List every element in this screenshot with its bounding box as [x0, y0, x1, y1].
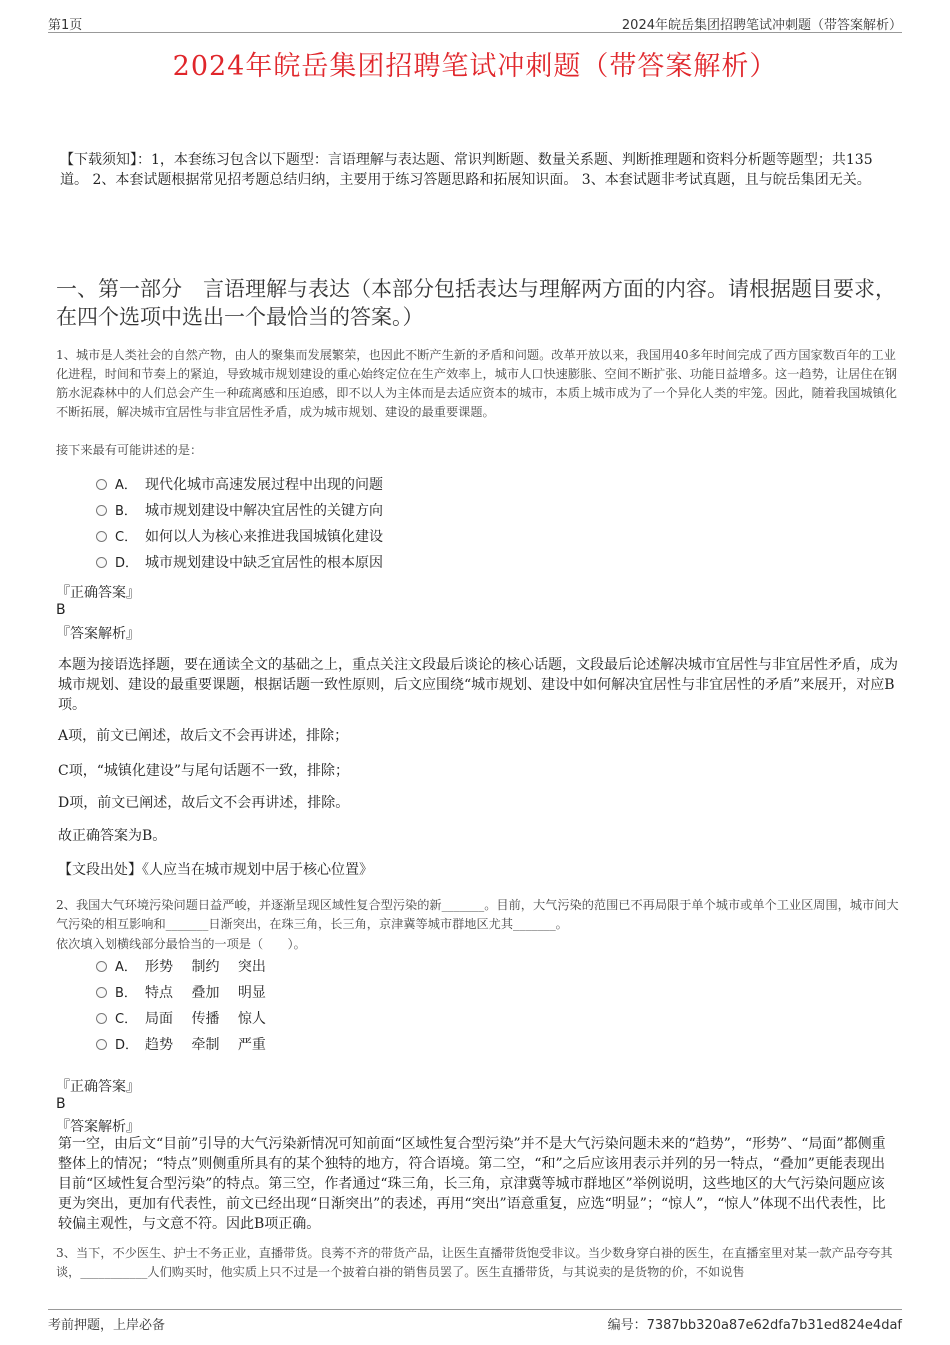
radio-icon[interactable] — [96, 961, 107, 972]
q1-option-a[interactable]: A． 现代化城市高速发展过程中出现的问题 — [96, 474, 383, 496]
q2-analysis-label: 『答案解析』 — [56, 1119, 140, 1135]
q1-option-b[interactable]: B． 城市规划建设中解决宜居性的关键方向 — [96, 500, 383, 522]
footer-slogan: 考前押题，上岸必备 — [48, 1318, 166, 1333]
q1-analysis-para: A项，前文已阐述，故后文不会再讲述，排除； — [58, 728, 349, 744]
q1-answer-label: 『正确答案』 — [56, 585, 140, 601]
radio-icon[interactable] — [96, 505, 107, 516]
q2-answer-label: 『正确答案』 — [56, 1079, 140, 1095]
footer-divider — [48, 1309, 902, 1310]
q2-answer: B — [56, 1096, 66, 1112]
radio-icon[interactable] — [96, 531, 107, 542]
footer-serial: 编号：7387bb320a87e62dfa7b31ed824e4daf — [607, 1318, 902, 1333]
q1-analysis-label: 『答案解析』 — [56, 626, 140, 642]
radio-icon[interactable] — [96, 557, 107, 568]
question-1-text: 1、城市是人类社会的自然产物，由人的聚集而发展繁荣，也因此不断产生新的矛盾和问题。改革开放以来，我国用40多年时间完成了西方国家数百年的工业化进程，时间和节奏上的紧迫，导致城市规划建设的重心始终定位在生产效率上，城市人口快速膨胀、空间不断扩张、功能日益增多。这一趋势，让居住在钢筋水泥森林中的人们总会产生一种疏离感和压迫感，即不以人为主体而是去适应资本的城市，本质上城市成为了一个异化人类的牢笼。因此，随着我国城镇化不断拓展，解决城市宜居性与非宜居性矛盾，成为城市规划、建设的最重要课题。 — [56, 348, 897, 419]
q2-option-a[interactable]: A． 形势 制约 突出 — [96, 956, 266, 978]
radio-icon[interactable] — [96, 987, 107, 998]
question-3-text: 3、当下，不少医生、护士不务正业，直播带货。良莠不齐的带货产品，让医生直播带货饱受非议。当少数身穿白褂的医生，在直播室里对某一款产品夸夸其谈，___________人们购买时，他实质上只不过是一个披着白褂的销售员罢了。医生直播带货，与其说卖的是货物的价，不如说售 — [56, 1246, 893, 1279]
q1-option-c[interactable]: C． 如何以人为核心来推进我国城镇化建设 — [96, 526, 383, 548]
q2-option-c[interactable]: C． 局面 传播 惊人 — [96, 1008, 266, 1030]
q1-source: 【文段出处】《人应当在城市规划中居于核心位置》 — [58, 862, 373, 878]
q2-option-d[interactable]: D． 趋势 牵制 严重 — [96, 1034, 266, 1056]
q1-analysis-para: D项，前文已阐述，故后文不会再讲述，排除。 — [58, 795, 350, 811]
radio-icon[interactable] — [96, 1039, 107, 1050]
q2-analysis-para: 第一空，由后文“目前”引导的大气污染新情况可知前面“区域性复合型污染”并不是大气污染问题未来的“趋势”，“形势”、“局面”都侧重整体上的情况；“特点”则侧重所具有的某个独特的地方，符合语境。第二空，“和”之后应该用表示并列的另一特点，“叠加”更能表现出目前“区域性复合型污染”的特点。第三空，作者通过“珠三角，长三角，京津冀等城市群地区”举例说明，这些地区的大气污染问题应该更为突出，更加有代表性，前文已经出现“日渐突出”的表述，再用“突出”语意重复，应选“明显”；“惊人”，“惊人”体现不出代表性，比较偏主观性，与文意不符。因此B项正确。 — [58, 1136, 886, 1232]
question-1-prompt: 接下来最有可能讲述的是： — [56, 443, 203, 457]
q1-answer: B — [56, 602, 66, 618]
q1-analysis-para: 本题为接语选择题，要在通读全文的基础之上，重点关注文段最后谈论的核心话题，文段最后论述解决城市宜居性与非宜居性矛盾，成为城市规划、建设的最重要课题，根据话题一致性原则，后文应围绕“城市规划、建设中如何解决宜居性与非宜居性的矛盾”来展开，对应B项。 — [58, 657, 898, 713]
document-title: 2024年皖岳集团招聘笔试冲刺题（带答案解析） — [172, 51, 778, 82]
q1-analysis-para: 故正确答案为B。 — [58, 828, 167, 844]
header-divider — [48, 32, 902, 33]
q2-option-b[interactable]: B． 特点 叠加 明显 — [96, 982, 266, 1004]
header-doc-title: 2024年皖岳集团招聘笔试冲刺题（带答案解析） — [621, 18, 902, 33]
page-number: 第1页 — [48, 18, 83, 33]
q1-analysis-para: C项，“城镇化建设”与尾句话题不一致，排除； — [58, 763, 350, 779]
section-title: 一、第一部分 言语理解与表达（本部分包括表达与理解两方面的内容。请根据题目要求，在四个选项中选出一个最恰当的答案。） — [56, 277, 896, 329]
question-2-text: 2、我国大气环境污染问题日益严峻，并逐渐呈现区域性复合型污染的新_______。目前，大气污染的范围已不再局限于单个城市或单个工业区周围，城市间大气污染的相互影响和_______日渐突出，在珠三角，长三角，京津冀等城市群地区尤其_______。 — [56, 898, 899, 931]
question-2-prompt: 依次填入划横线部分最恰当的一项是（ ）。 — [56, 937, 306, 951]
q1-option-d[interactable]: D． 城市规划建设中缺乏宜居性的根本原因 — [96, 552, 383, 574]
download-notice: 【下载须知】：1，本套练习包含以下题型：言语理解与表达题、常识判断题、数量关系题、判断推理题和资料分析题等题型；共135道。 2、本套试题根据常见招考题总结归纳，主要用于练习答题思路和拓展知识面。 3、本套试题非考试真题，且与皖岳集团无关。 — [60, 152, 873, 188]
radio-icon[interactable] — [96, 479, 107, 490]
radio-icon[interactable] — [96, 1013, 107, 1024]
